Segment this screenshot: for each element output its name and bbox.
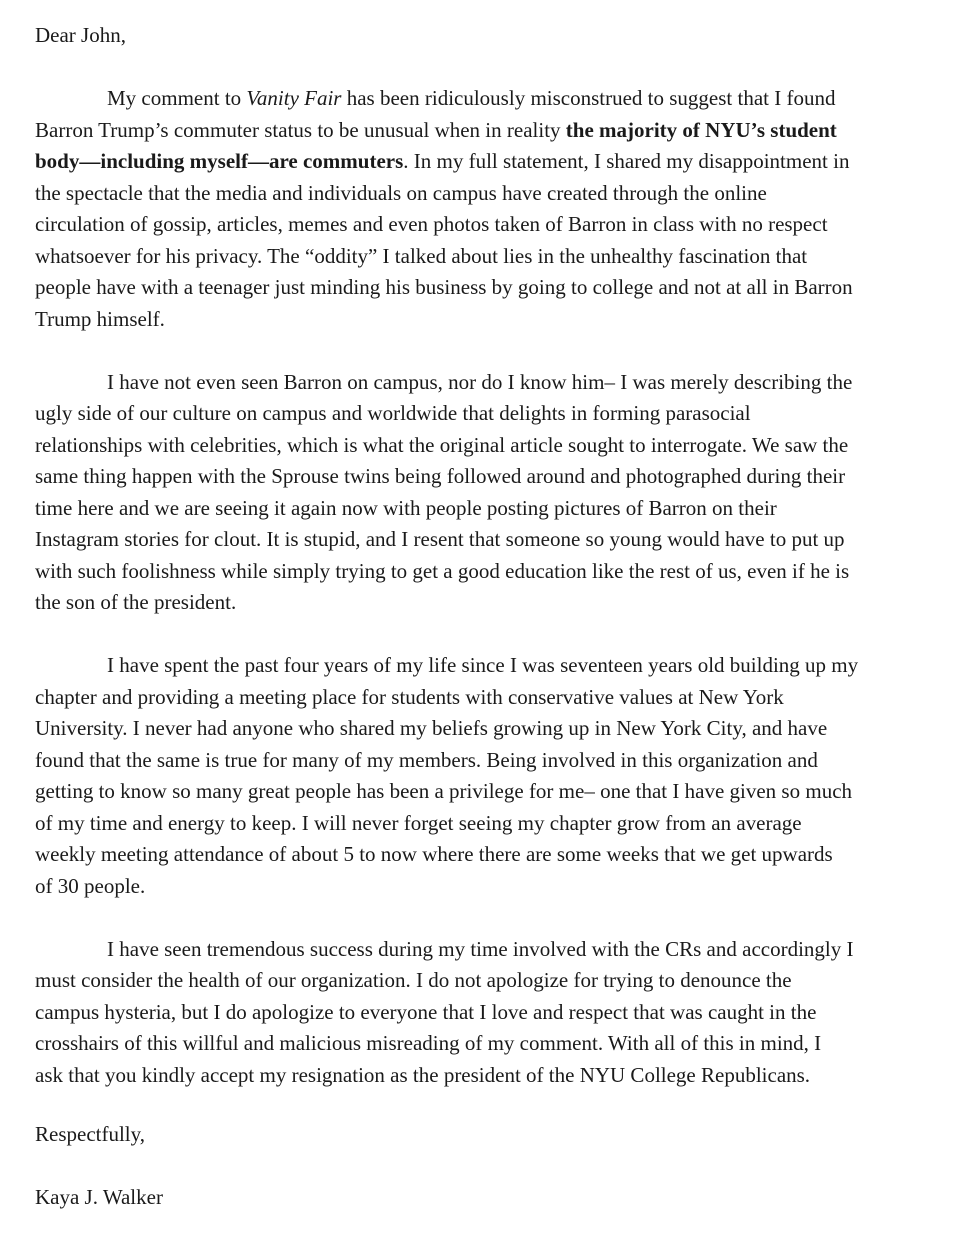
text-line: chapter and providing a meeting place for students with conservative values at New York [35, 684, 784, 709]
text-line: circulation of gossip, articles, memes and even photos taken of Barron in class with no respect [35, 212, 828, 236]
text-line: found that the same is true for many of my members. Being involved in this organization and [35, 747, 818, 772]
text-line: I have spent the past four years of my life since I was seventeen years old building up my [107, 653, 859, 677]
text-line: getting to know so many great people has been a privilege for me– one that I have given so much [35, 779, 853, 803]
text-run: . In my full statement, I shared my disappointment in [403, 149, 850, 173]
text-line: ask that you kindly accept my resignation as the president of the NYU College Republicans. [35, 1062, 811, 1087]
text-line: the spectacle that the media and individuals on campus have created through the online [35, 180, 767, 205]
letter-body [35, 20, 970, 1091]
paragraph-3 [35, 650, 970, 902]
emphasis-text: body—including myself—are commuters [35, 149, 404, 173]
paragraph-gap [35, 335, 970, 367]
text-line: must consider the health of our organization. I do not apologize for trying to denounce the [35, 968, 792, 992]
text-line: weekly meeting attendance of about 5 to now where there are some weeks that we get upwards [35, 842, 833, 866]
text-line: Trump himself. [35, 306, 165, 331]
text-line: crosshairs of this willful and malicious misreading of my comment. With all of this in mind, I [35, 1031, 822, 1055]
paragraph-gap [35, 902, 970, 934]
paragraph-gap [35, 52, 970, 84]
salutation: Dear John, [35, 23, 126, 47]
text-line: I have not even seen Barron on campus, nor do I know him– I was merely describing the [107, 369, 853, 394]
text-run: My comment to [107, 86, 247, 110]
text-line: people have with a teenager just minding his business by going to college and not at all in Barron [35, 275, 853, 299]
text-line [35, 83, 970, 115]
paragraph-2 [35, 367, 970, 619]
text-line: of my time and energy to keep. I will never forget seeing my chapter grow from an average [35, 810, 802, 835]
text-line: same thing happen with the Sprouse twins being followed around and photographed during their [35, 464, 846, 488]
paragraph-gap [35, 619, 970, 651]
signature: Kaya J. Walker [35, 1185, 163, 1209]
text-line: Instagram stories for clout. It is stupid, and I resent that someone so young would have to put up [35, 527, 845, 551]
paragraph-4 [35, 934, 970, 1092]
text-line: campus hysteria, but I do apologize to everyone that I love and respect that was caught in the [35, 999, 817, 1024]
text-line: ugly side of our culture on campus and worldwide that delights in forming parasocial [35, 401, 751, 425]
text-line: with such foolishness while simply trying to get a good education like the rest of us, even if he is [35, 558, 850, 583]
publication-title: Vanity Fair [246, 86, 342, 110]
text-line: I have seen tremendous success during my time involved with the CRs and accordingly I [107, 936, 854, 961]
text-line: time here and we are seeing it again now with people posting pictures of Barron on their [35, 495, 777, 520]
text-line: whatsoever for his privacy. The “oddity” I talked about lies in the unhealthy fascination that [35, 243, 808, 268]
emphasis-text: the majority of NYU’s student [565, 117, 837, 142]
text-run: Barron Trump’s commuter status to be unusual when in reality [35, 117, 566, 142]
text-line [35, 115, 970, 147]
text-line: of 30 people. [35, 873, 146, 898]
text-run: has been ridiculously misconstrued to suggest that I found [341, 86, 836, 110]
text-line [35, 146, 970, 178]
paragraph-1 [35, 83, 970, 335]
text-line: the son of the president. [35, 590, 237, 614]
closing: Respectfully, [35, 1122, 146, 1146]
text-line: relationships with celebrities, which is what the original article sought to interrogate. We saw the [35, 432, 849, 457]
text-line: University. I never had anyone who shared my beliefs growing up in New York City, and have [35, 716, 828, 740]
